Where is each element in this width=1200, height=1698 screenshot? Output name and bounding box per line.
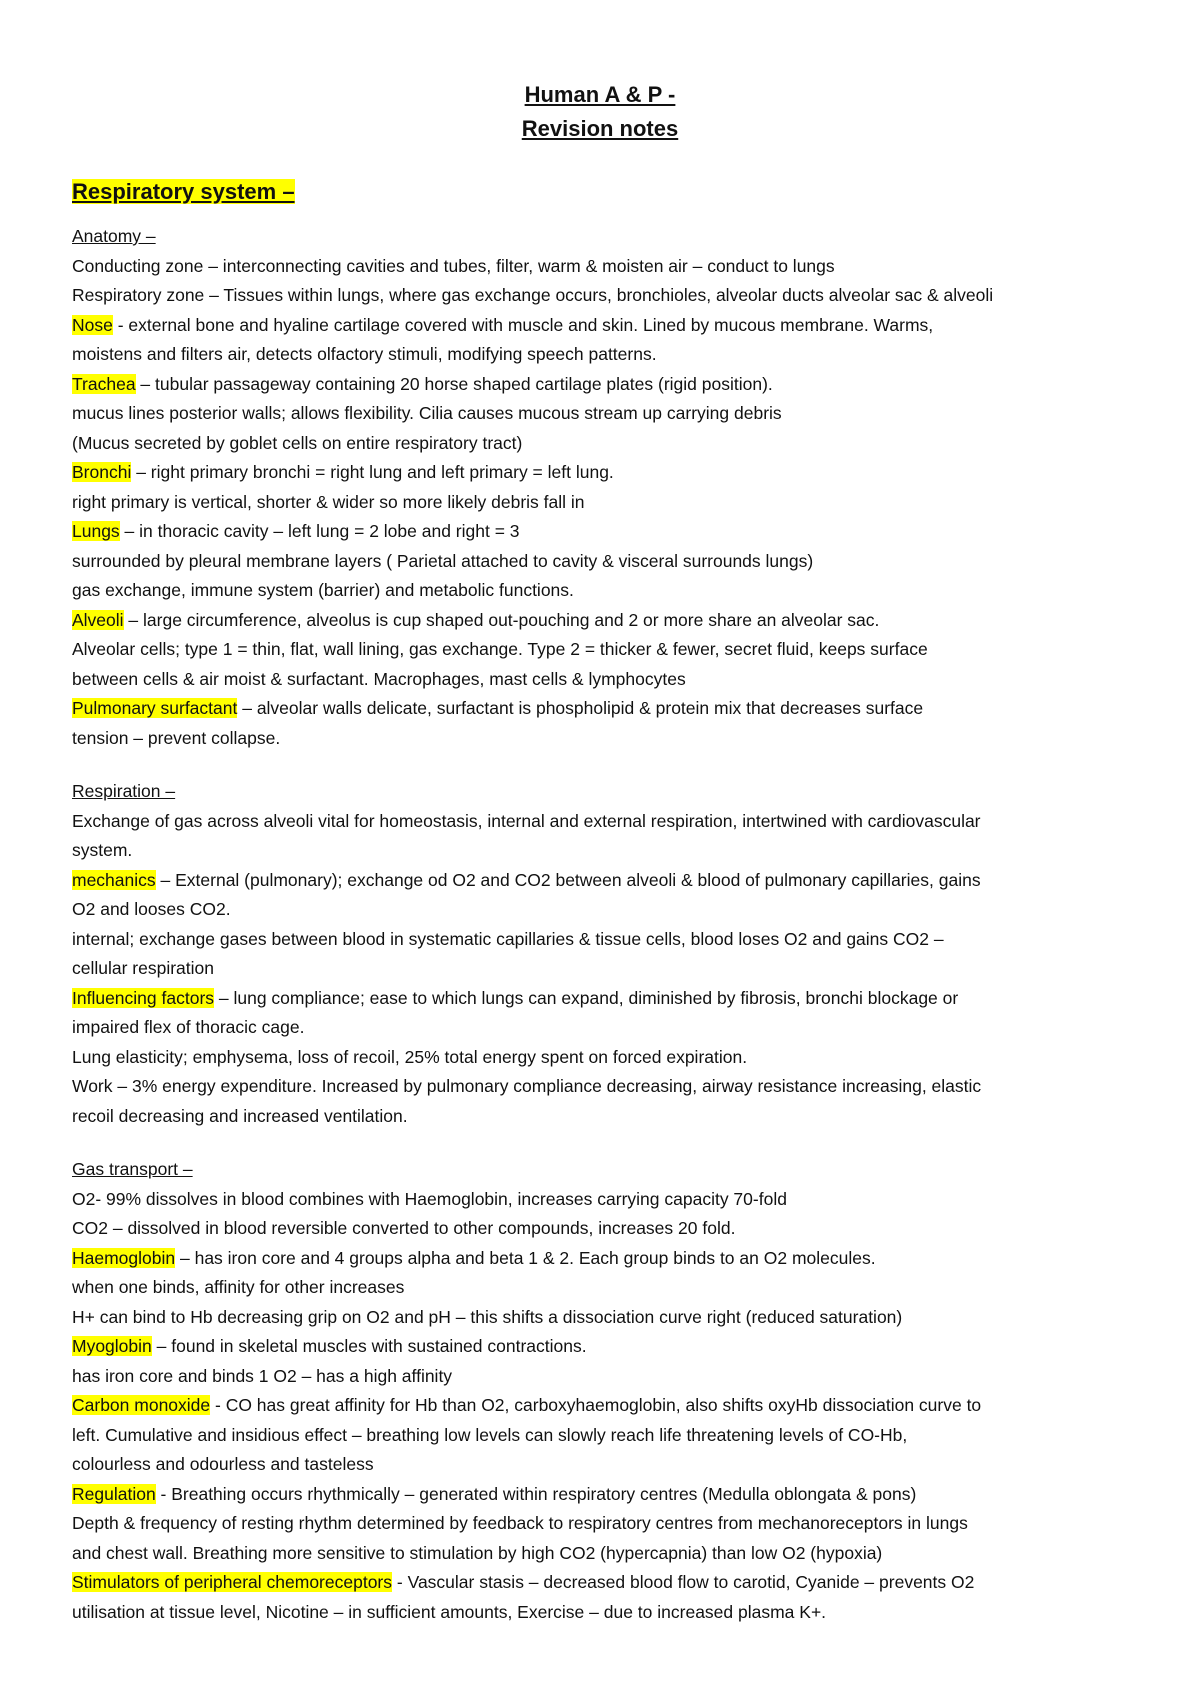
note-text: impaired flex of thoracic cage. <box>72 1017 305 1037</box>
note-text: Work – 3% energy expenditure. Increased by pulmonary compliance decreasing, airway resistance increasing, elastic <box>72 1076 982 1096</box>
highlighted-term: mechanics <box>72 869 156 890</box>
note-line <box>72 429 1152 459</box>
highlighted-term: Stimulators of peripheral chemoreceptors <box>72 1572 393 1592</box>
note-line <box>72 311 1152 341</box>
note-text: colourless and odourless and tasteless <box>72 1454 374 1474</box>
highlighted-term: Regulation <box>72 1483 156 1504</box>
note-text: system. <box>72 840 133 860</box>
note-text: internal; exchange gases between blood in systematic capillaries & tissue cells, blood loses O2 and gains CO2 – <box>72 928 944 949</box>
note-line <box>72 281 1152 311</box>
note-text: surrounded by pleural membrane layers ( Parietal attached to cavity & visceral surrounds lungs) <box>72 550 814 571</box>
respiration-section <box>72 777 1152 1131</box>
highlighted-term: Nose <box>72 314 113 335</box>
gas-transport-heading: Gas transport – <box>72 1159 193 1179</box>
note-text: - external bone and hyaline cartilage covered with muscle and skin. Lined by mucous membrane. Warms, <box>112 314 934 335</box>
note-line <box>72 1450 1152 1480</box>
document-subtitle: Revision notes <box>521 116 679 141</box>
respiration-heading: Respiration – <box>72 781 176 801</box>
note-text: Respiratory zone – Tissues within lungs, where gas exchange occurs, bronchioles, alveolar ducts alveolar sac & alveoli <box>72 285 994 305</box>
note-line <box>72 370 1152 400</box>
note-text: – has iron core and 4 groups alpha and beta 1 & 2. Each group binds to an O2 molecules. <box>175 1247 876 1268</box>
note-line <box>72 399 1152 429</box>
note-line <box>72 665 1152 695</box>
note-text: Lung elasticity; emphysema, loss of recoil, 25% total energy spent on forced expiration. <box>72 1046 748 1067</box>
note-line <box>72 694 1152 724</box>
note-line <box>72 1598 1152 1628</box>
note-text: when one binds, affinity for other increases <box>72 1277 405 1297</box>
note-line <box>72 1303 1152 1333</box>
highlighted-term: Myoglobin <box>72 1336 152 1356</box>
note-line <box>72 1043 1152 1073</box>
note-line <box>72 1013 1152 1043</box>
note-text: – in thoracic cavity – left lung = 2 lobe and right = 3 <box>119 521 520 541</box>
note-text: - Vascular stasis – decreased blood flow to carotid, Cyanide – prevents O2 <box>392 1572 975 1592</box>
note-line <box>72 1421 1152 1451</box>
section-heading <box>72 178 1152 206</box>
note-text: - CO has great affinity for Hb than O2, carboxyhaemoglobin, also shifts oxyHb dissociation curve to <box>210 1395 982 1415</box>
note-text: Alveolar cells; type 1 = thin, flat, wall lining, gas exchange. Type 2 = thicker & fewer, secret fluid, keeps surface <box>72 639 928 659</box>
note-text: Conducting zone – interconnecting cavities and tubes, filter, warm & moisten air – conduct to lungs <box>72 255 835 276</box>
note-text: CO2 – dissolved in blood reversible converted to other compounds, increases 20 fold. <box>72 1218 736 1238</box>
note-line <box>72 547 1152 577</box>
note-line <box>72 252 1152 282</box>
note-line <box>72 836 1152 866</box>
note-text: O2 and looses CO2. <box>72 899 231 919</box>
section-gap <box>72 1131 1152 1155</box>
note-line <box>72 925 1152 955</box>
note-text: between cells & air moist & surfactant. Macrophages, mast cells & lymphocytes <box>72 668 686 689</box>
highlighted-term: Influencing factors <box>72 987 215 1008</box>
note-text: – right primary bronchi = right lung and left primary = left lung. <box>131 462 614 482</box>
note-text: Exchange of gas across alveoli vital for homeostasis, internal and external respiration, intertwined with cardiovascular <box>72 810 981 831</box>
note-text: cellular respiration <box>72 958 215 978</box>
document-title: Human A & P - <box>524 82 676 107</box>
note-text: – lung compliance; ease to which lungs can expand, diminished by fibrosis, bronchi blockage or <box>214 987 959 1008</box>
section-gap <box>72 753 1152 777</box>
note-text: – found in skeletal muscles with sustained contractions. <box>151 1336 587 1356</box>
respiration-lines <box>72 807 1152 1132</box>
note-text: gas exchange, immune system (barrier) and metabolic functions. <box>72 580 574 600</box>
note-text: tension – prevent collapse. <box>72 727 281 748</box>
note-line <box>72 1539 1152 1569</box>
note-text: utilisation at tissue level, Nicotine – in sufficient amounts, Exercise – due to increased plasma K+. <box>72 1601 827 1622</box>
note-text: – External (pulmonary); exchange od O2 and CO2 between alveoli & blood of pulmonary capillaries, gains <box>155 869 981 890</box>
note-line <box>72 606 1152 636</box>
note-text: and chest wall. Breathing more sensitive to stimulation by high CO2 (hypercapnia) than low O2 (hypoxia) <box>72 1542 883 1563</box>
note-line <box>72 1509 1152 1539</box>
note-line <box>72 635 1152 665</box>
note-text: – alveolar walls delicate, surfactant is phospholipid & protein mix that decreases surface <box>237 698 924 718</box>
note-line <box>72 1480 1152 1510</box>
note-line <box>72 1568 1152 1598</box>
gas-transport-section <box>72 1155 1152 1627</box>
note-text: – tubular passageway containing 20 horse shaped cartilage plates (rigid position). <box>135 373 773 394</box>
anatomy-lines <box>72 252 1152 754</box>
highlighted-term: Haemoglobin <box>72 1247 176 1268</box>
note-line <box>72 984 1152 1014</box>
anatomy-section <box>72 222 1152 753</box>
note-line <box>72 724 1152 754</box>
note-line <box>72 488 1152 518</box>
note-line <box>72 517 1152 547</box>
note-line <box>72 1185 1152 1215</box>
note-text: mucus lines posterior walls; allows flexibility. Cilia causes mucous stream up carrying debris <box>72 403 782 423</box>
note-text: moistens and filters air, detects olfactory stimuli, modifying speech patterns. <box>72 344 657 364</box>
note-line <box>72 1102 1152 1132</box>
highlighted-term: Lungs <box>72 521 120 541</box>
note-text: – large circumference, alveolus is cup shaped out-pouching and 2 or more share an alveolar sac. <box>123 609 880 630</box>
note-line <box>72 1391 1152 1421</box>
note-line <box>72 1244 1152 1274</box>
note-line <box>72 340 1152 370</box>
note-line <box>72 1332 1152 1362</box>
gas-transport-lines <box>72 1185 1152 1628</box>
highlighted-term: Trachea <box>72 373 136 394</box>
highlighted-term: Pulmonary surfactant <box>72 698 238 718</box>
highlighted-term: Carbon monoxide <box>72 1395 211 1415</box>
note-line <box>72 1072 1152 1102</box>
note-line <box>72 458 1152 488</box>
highlighted-term: Bronchi <box>72 462 132 482</box>
note-text: recoil decreasing and increased ventilation. <box>72 1105 408 1126</box>
note-text: - Breathing occurs rhythmically – generated within respiratory centres (Medulla oblongata & pons) <box>155 1483 917 1504</box>
notes-content <box>72 178 1152 1627</box>
note-line <box>72 1273 1152 1303</box>
note-text: H+ can bind to Hb decreasing grip on O2 and pH – this shifts a dissociation curve right (reduced saturation) <box>72 1306 903 1327</box>
note-line <box>72 895 1152 925</box>
note-line <box>72 866 1152 896</box>
highlighted-term: Alveoli <box>72 609 124 630</box>
note-text: right primary is vertical, shorter & wider so more likely debris fall in <box>72 491 585 512</box>
anatomy-heading: Anatomy – <box>72 226 156 246</box>
note-line <box>72 807 1152 837</box>
note-line <box>72 576 1152 606</box>
note-line <box>72 1362 1152 1392</box>
note-line <box>72 1214 1152 1244</box>
section-heading-text: Respiratory system – <box>72 179 295 204</box>
note-text: left. Cumulative and insidious effect – breathing low levels can slowly reach life threatening levels of CO-Hb, <box>72 1424 908 1445</box>
note-text: has iron core and binds 1 O2 – has a high affinity <box>72 1365 453 1386</box>
note-line <box>72 954 1152 984</box>
note-text: Depth & frequency of resting rhythm determined by feedback to respiratory centres from mechanoreceptors in lungs <box>72 1513 968 1533</box>
note-text: O2- 99% dissolves in blood combines with Haemoglobin, increases carrying capacity 70-fold <box>72 1188 787 1209</box>
note-text: (Mucus secreted by goblet cells on entire respiratory tract) <box>72 432 523 453</box>
